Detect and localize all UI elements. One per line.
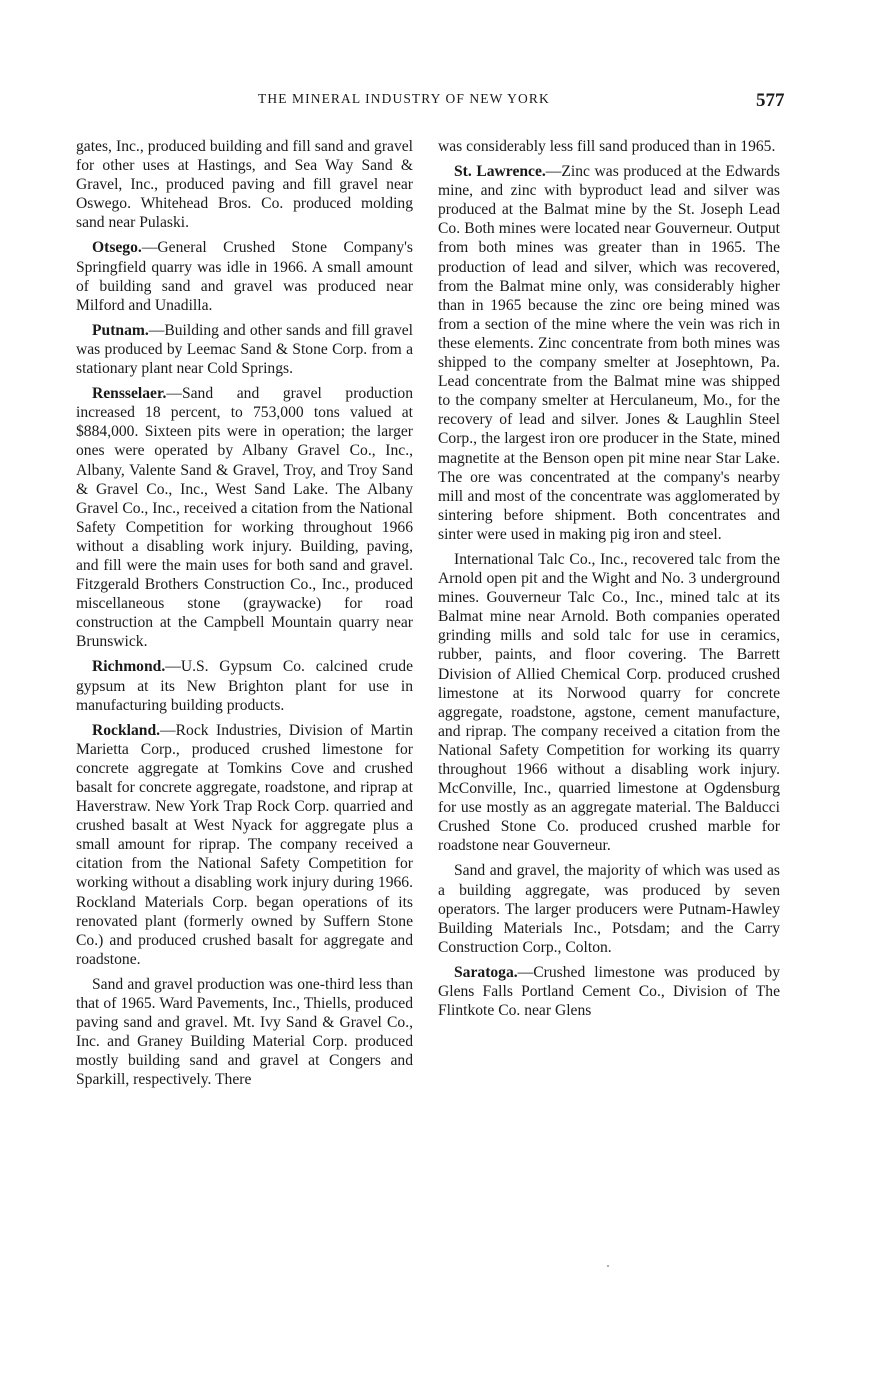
paragraph-text: —Building and other sands and fill gravel was produced by Leemac Sand & Stone Corp. from a stationary plant near Cold Springs. bbox=[76, 321, 413, 378]
paragraph-text: —General Crushed Stone Company's Springfield quarry was idle in 1966. A small amount of building sand and gravel was produced near Milford and Unadilla. bbox=[76, 239, 413, 314]
county-heading: Putnam. bbox=[92, 321, 149, 339]
paragraph bbox=[438, 137, 780, 156]
paragraph bbox=[438, 550, 780, 856]
paragraph-text: Sand and gravel, the majority of which was used as a building aggregate, was produced by seven operators. The larger producers were Putnam-Hawley Building Materials Inc., Potsdam; and the Carry Construction Corp., Colton. bbox=[438, 862, 780, 956]
paragraph bbox=[438, 861, 780, 956]
paragraph bbox=[76, 238, 413, 314]
county-heading: Otsego. bbox=[92, 239, 142, 257]
paragraph-text: was considerably less fill sand produced than in 1965. bbox=[438, 138, 776, 155]
paragraph-text: —Sand and gravel production increased 18 percent, to 753,000 tons valued at $884,000. Sixteen pits were in operation; the larger ones were operated by Albany Gravel Co., Inc., Albany, Valente Sand & Gravel, Troy, and Troy Sand & Gravel Co., Inc., West Sand Lake. The Albany Gravel Co., Inc., received a citation from the National Safety Competition for working throughout 1966 without a disabling work injury. Building, paving, and fill were the main uses for both sand and gravel. Fitzgerald Brothers Construction Co., Inc., produced miscellaneous stone (graywacke) for road construction at the Campbell Mountain quarry near Brunswick. bbox=[76, 385, 413, 651]
county-heading: Rockland. bbox=[92, 721, 161, 739]
right-column bbox=[438, 137, 780, 1026]
paragraph bbox=[76, 384, 413, 651]
print-speck bbox=[607, 1265, 609, 1267]
paragraph bbox=[76, 657, 413, 714]
paragraph-text: Sand and gravel production was one-third less than that of 1965. Ward Pavements, Inc., Thiells, produced paving sand and gravel. Mt. Ivy Sand & Gravel Co., Inc. and Graney Building Material Corp. produced mostly building sand and gravel at Congers and Sparkill, respectively. There bbox=[76, 975, 413, 1089]
paragraph-text: —U.S. Gypsum Co. calcined crude gypsum at its New Brighton plant for use in manufacturing building products. bbox=[76, 658, 413, 714]
paragraph bbox=[76, 975, 413, 1090]
page-number: 577 bbox=[756, 90, 785, 111]
county-heading: St. Lawrence. bbox=[454, 163, 546, 181]
county-heading: Saratoga. bbox=[454, 963, 518, 981]
paragraph bbox=[76, 321, 413, 378]
paragraph bbox=[76, 137, 413, 232]
paragraph-text: —Rock Industries, Division of Martin Marietta Corp., produced crushed limestone for concrete aggregate at Tomkins Cove and crushed basalt for concrete aggregate, roadstone, and riprap at Haverstraw. New York Trap Rock Corp. quarried and crushed basalt at West Nyack for aggregate plus a small amount for riprap. The company received a citation from the National Safety Competition for working without a disabling work injury during 1966. Rockland Materials Corp. began operations of its renovated plant (formerly owned by Suffern Stone Co.) and produced crushed basalt for aggregate and roadstone. bbox=[76, 721, 413, 968]
paragraph-text: gates, Inc., produced building and fill sand and gravel for other uses at Hastings, and Sea Way Sand & Gravel, Inc., produced paving and fill gravel near Oswego. Whitehead Bros. Co. produced molding sand near Pulaski. bbox=[76, 138, 413, 232]
paragraph-text: International Talc Co., Inc., recovered talc from the Arnold open pit and the Wight and No. 3 underground mines. Gouverneur Talc Co., Inc., mined talc at its Balmat mine near Arnold. Both companies operated grinding mills and sold talc for use in ceramics, rubber, paints, and floor covering. The Barrett Division of Allied Chemical Corp. produced crushed limestone at its Norwood quarry for concrete aggregate, roadstone, agstone, cement manufacture, and riprap. The company received a citation from the National Safety Competition for working its quarry throughout 1966 without a disabling work injury. McConville, Inc., quarried limestone at Ogdensburg for use mostly as an aggregate material. The Balducci Crushed Stone Co. produced crushed marble for roadstone near Gouverneur. bbox=[438, 550, 780, 855]
paragraph bbox=[438, 963, 780, 1020]
paragraph-text: —Crushed limestone was produced by Glens Falls Portland Cement Co., Division of The Flintkote Co. near Glens bbox=[438, 963, 780, 1020]
paragraph-text: —Zinc was produced at the Edwards mine, and zinc with byproduct lead and silver was produced at the Balmat mine by the St. Joseph Lead Co. Both mines were located near Gouverneur. Output from both mines was greater than in 1965. The production of lead and silver, which was recovered, from the Balmat mine only, was considerably higher than in 1965 because the zinc ore being mined was from a section of the mine where the vein was rich in these elements. Zinc concentrate from both mines was shipped to the company smelter at Josephtown, Pa. Lead concentrate from the Balmat mine was shipped to the company smelter at Herculaneum, Mo., for the recovery of lead and silver. Jones & Laughlin Steel Corp., the largest iron ore producer in the State, mined magnetite at the Benson open pit mine near Star Lake. The ore was concentrated at the company's nearby mill and most of the concentrate was agglomerated by sintering before shipment. Both concentrates and sinter were used in making pig iron and steel. bbox=[438, 163, 780, 543]
left-column bbox=[76, 137, 413, 1096]
paragraph bbox=[76, 721, 413, 969]
running-head: THE MINERAL INDUSTRY OF NEW YORK bbox=[258, 91, 550, 106]
paragraph bbox=[438, 162, 780, 544]
county-heading: Rensselaer. bbox=[92, 385, 167, 403]
county-heading: Richmond. bbox=[92, 658, 166, 676]
